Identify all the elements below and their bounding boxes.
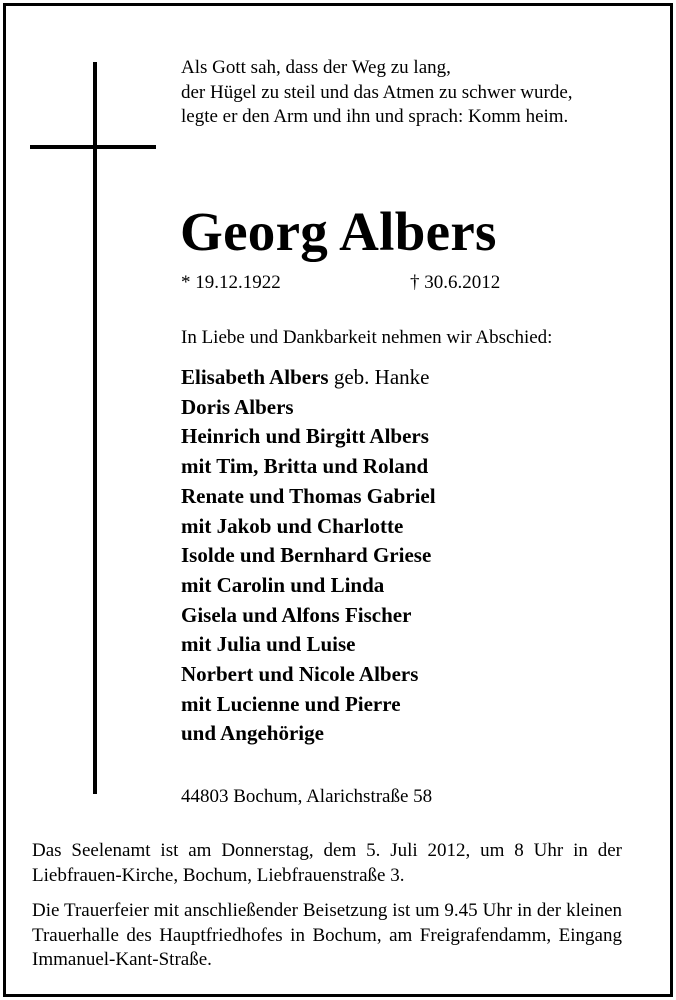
family-line xyxy=(181,541,436,571)
family-name: mit Jakob und Charlotte xyxy=(181,513,404,538)
family-name: mit Julia und Luise xyxy=(181,632,356,657)
poem xyxy=(181,56,573,130)
deceased-name: Georg Albers xyxy=(180,201,497,262)
funeral-notice: Die Trauerfeier mit anschließender Beisetzung ist um 9.45 Uhr in der kleinen Trauerhalle des Hauptfriedhofes in Bochum, am Freigrafendamm, Eingang Immanuel-Kant-Straße. xyxy=(32,900,622,970)
family-name: Renate und Thomas Gabriel xyxy=(181,483,436,508)
family-line xyxy=(181,512,436,542)
family-name: mit Lucienne und Pierre xyxy=(181,691,401,716)
poem-line: legte er den Arm und ihn und sprach: Komm heim. xyxy=(181,106,569,127)
family-name: Isolde und Bernhard Griese xyxy=(181,543,432,568)
family-line xyxy=(181,482,436,512)
family-line xyxy=(181,690,436,720)
family-line xyxy=(181,363,436,393)
family-list xyxy=(181,363,436,749)
poem-line: Als Gott sah, dass der Weg zu lang, xyxy=(181,57,451,78)
farewell-text: In Liebe und Dankbarkeit nehmen wir Abschied: xyxy=(181,327,553,348)
death-date: † 30.6.2012 xyxy=(410,272,501,293)
family-line xyxy=(181,601,436,631)
family-line xyxy=(181,571,436,601)
family-name: und Angehörige xyxy=(181,721,324,746)
cross-icon-horizontal xyxy=(30,145,156,149)
family-name: Norbert und Nicole Albers xyxy=(181,662,419,687)
family-name: mit Tim, Britta und Roland xyxy=(181,454,429,479)
family-line xyxy=(181,660,436,690)
address: 44803 Bochum, Alarichstraße 58 xyxy=(181,786,433,807)
family-line xyxy=(181,719,436,749)
family-name-suffix: geb. Hanke xyxy=(328,365,430,389)
cross-icon-vertical xyxy=(93,62,97,794)
family-name: Gisela und Alfons Fischer xyxy=(181,602,412,627)
family-name-bold: Elisabeth Albers xyxy=(181,365,329,389)
birth-date: * 19.12.1922 xyxy=(181,272,281,293)
requiem-notice: Das Seelenamt ist am Donnerstag, dem 5. Juli 2012, um 8 Uhr in der Liebfrauen-Kirche, Bochum, Liebfrauenstraße 3. xyxy=(32,840,622,886)
family-line xyxy=(181,452,436,482)
family-line xyxy=(181,630,436,660)
family-name: Doris Albers xyxy=(181,394,294,419)
family-name: Heinrich und Birgitt Albers xyxy=(181,424,429,449)
poem-line: der Hügel zu steil und das Atmen zu schwer wurde, xyxy=(181,81,573,103)
family-name: mit Carolin und Linda xyxy=(181,572,385,597)
family-line xyxy=(181,422,436,452)
family-line xyxy=(181,393,436,423)
